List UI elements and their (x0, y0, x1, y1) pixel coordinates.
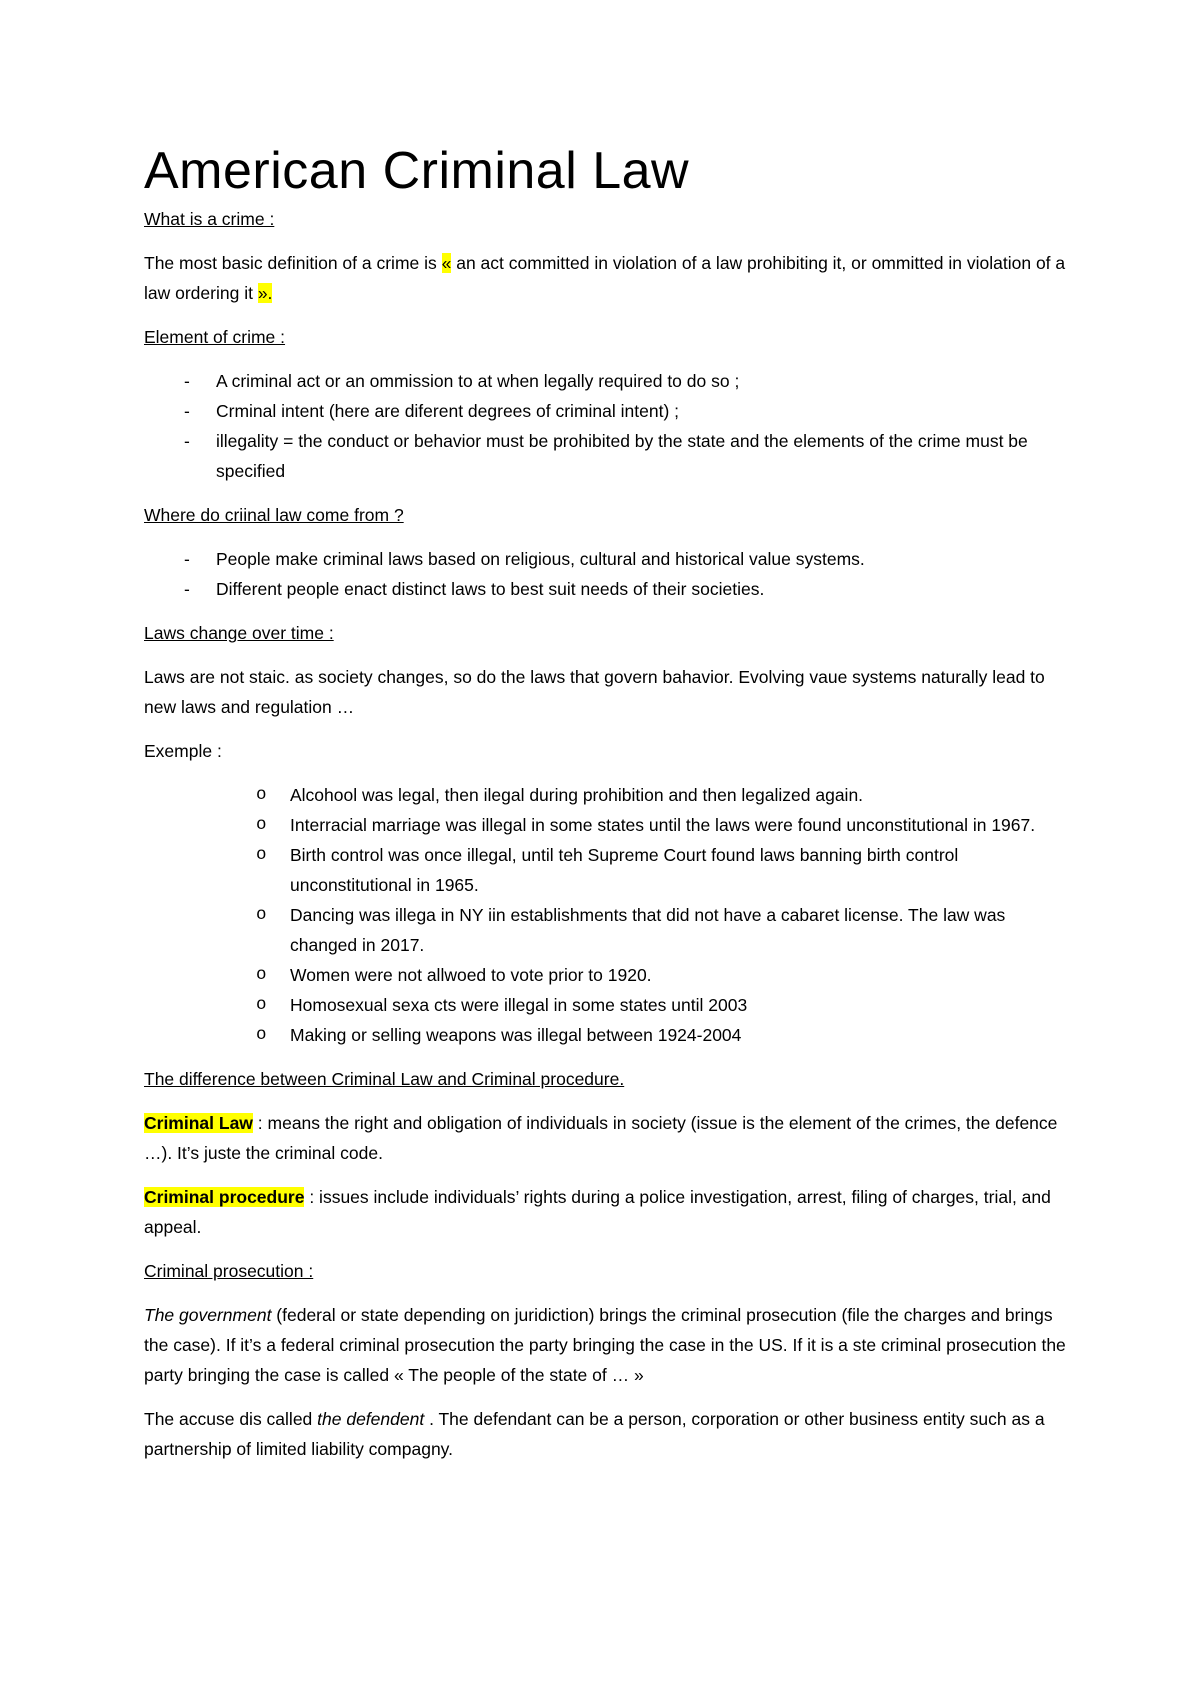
circle-bullet: o (256, 815, 267, 835)
heading-text: Element of crime : (144, 327, 286, 347)
dash-bullet: - (184, 549, 190, 569)
heading-text: Criminal prosecution : (144, 1261, 314, 1281)
highlighted-close-quote: ». (257, 283, 273, 303)
origin-list (144, 544, 1074, 604)
circle-bullet: o (256, 965, 267, 985)
list-item (144, 396, 1074, 426)
list-item-text: Different people enact distinct laws to best suit needs of their societies. (216, 579, 765, 599)
section-heading-element-of-crime (144, 322, 1074, 352)
defendant-lead: The accuse dis called (144, 1409, 318, 1429)
section-heading-what-is-crime (144, 204, 1074, 234)
document-title: American Criminal Law (144, 142, 690, 200)
section-heading-difference (144, 1064, 1074, 1094)
list-item (144, 780, 1074, 810)
dash-bullet: - (184, 431, 190, 451)
crime-definition-paragraph (144, 248, 1074, 308)
prosecution-paragraph (144, 1300, 1074, 1390)
government-term: The government (144, 1305, 272, 1325)
criminal-law-paragraph (144, 1108, 1074, 1168)
list-item-text: Dancing was illega in NY iin establishments that did not have a cabaret license. The law was changed in 2017. (290, 905, 1006, 955)
list-item-text: Interracial marriage was illegal in some states until the laws were found unconstitutional in 1967. (290, 815, 1036, 835)
defendant-text: . The defendant can be a person, corporation or other business entity such as a partnership of limited liability compagny. (144, 1409, 1045, 1459)
list-item-text: Crminal intent (here are diferent degrees of criminal intent) ; (216, 401, 679, 421)
list-item-text: Birth control was once illegal, until teh Supreme Court found laws banning birth control unconstitutional in 1965. (290, 845, 959, 895)
list-item-text: illegality = the conduct or behavior must be prohibited by the state and the elements of the crime must be specified (216, 431, 1028, 481)
circle-bullet: o (256, 845, 267, 865)
circle-bullet: o (256, 905, 267, 925)
circle-bullet: o (256, 995, 267, 1015)
list-item (144, 366, 1074, 396)
list-item-text: People make criminal laws based on religious, cultural and historical value systems. (216, 549, 865, 569)
list-item-text: Alcohool was legal, then ilegal during prohibition and then legalized again. (290, 785, 864, 805)
example-label: Exemple : (144, 741, 222, 761)
definition-body: an act committed in violation of a law prohibiting it, or ommitted in violation of a law ordering it (144, 253, 1066, 303)
defendant-term: the defendent (317, 1409, 425, 1429)
list-item-text: A criminal act or an ommission to at when legally required to do so ; (216, 371, 740, 391)
list-item-text: Making or selling weapons was illegal between 1924-2004 (290, 1025, 742, 1045)
criminal-law-term: Criminal Law (144, 1113, 253, 1133)
list-item (144, 900, 1074, 960)
element-of-crime-list (144, 366, 1074, 486)
document-body (144, 140, 1074, 1478)
list-item-text: Women were not allwoed to vote prior to 1920. (290, 965, 652, 985)
criminal-procedure-definition: : issues include individuals’ rights during a police investigation, arrest, filing of charges, trial, and appeal. (144, 1187, 1051, 1237)
heading-text: What is a crime : (144, 209, 275, 229)
examples-list (144, 780, 1074, 1050)
dash-bullet: - (184, 401, 190, 421)
section-heading-prosecution (144, 1256, 1074, 1286)
heading-text: Where do criinal law come from ? (144, 505, 404, 525)
list-item (144, 990, 1074, 1020)
prosecution-text: (federal or state depending on juridiction) brings the criminal prosecution (file the charges and brings the case). If it’s a federal criminal prosecution the party bringing the case in the US. If it is a ste criminal prosecution the party bringing the case is called « The people of the state of … » (144, 1305, 1066, 1385)
circle-bullet: o (256, 1025, 267, 1045)
definition-lead: The most basic definition of a crime is (144, 253, 442, 273)
list-item (144, 840, 1074, 900)
criminal-procedure-term: Criminal procedure (144, 1187, 305, 1207)
list-item (144, 1020, 1074, 1050)
defendant-paragraph (144, 1404, 1074, 1464)
dash-bullet: - (184, 371, 190, 391)
list-item (144, 960, 1074, 990)
heading-text: Laws change over time : (144, 623, 334, 643)
highlighted-open-quote: « (441, 253, 452, 273)
list-item (144, 810, 1074, 840)
laws-change-paragraph: Laws are not staic. as society changes, so do the laws that govern bahavior. Evolving vaue systems naturally lead to new laws and regulation … (144, 667, 1045, 717)
list-item (144, 574, 1074, 604)
list-item-text: Homosexual sexa cts were illegal in some states until 2003 (290, 995, 748, 1015)
circle-bullet: o (256, 785, 267, 805)
heading-text: The difference between Criminal Law and Criminal procedure. (144, 1069, 625, 1089)
criminal-procedure-paragraph (144, 1182, 1074, 1242)
section-heading-laws-change (144, 618, 1074, 648)
list-item (144, 544, 1074, 574)
criminal-law-definition: : means the right and obligation of individuals in society (issue is the element of the crimes, the defence …). It’s juste the criminal code. (144, 1113, 1058, 1163)
list-item (144, 426, 1074, 486)
dash-bullet: - (184, 579, 190, 599)
section-heading-where-from (144, 500, 1074, 530)
